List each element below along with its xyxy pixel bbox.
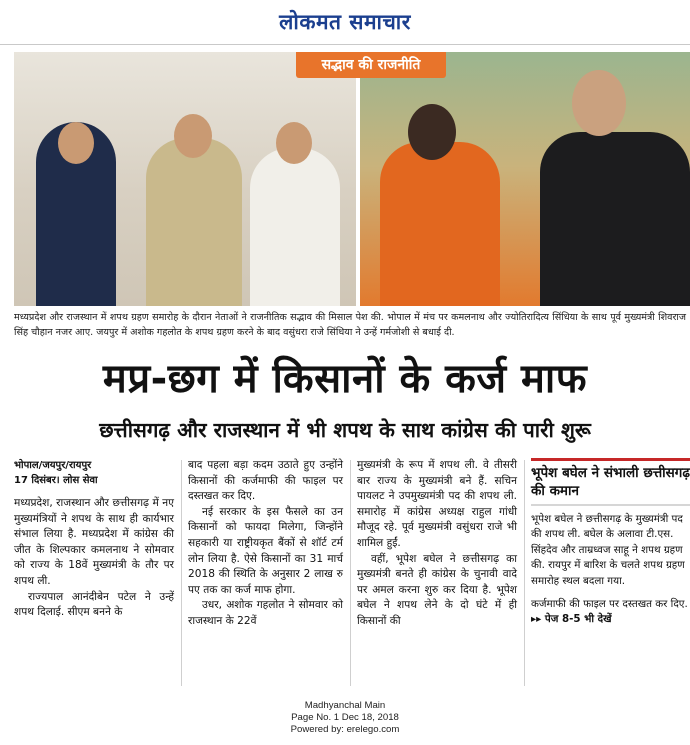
continuation-line: कर्जमाफी की फाइल पर दस्तखत कर दिए. — [531, 598, 688, 611]
article-column-3 — [357, 458, 517, 630]
paragraph: मुख्यमंत्री के रूप में शपथ ली. वे तीसरी बार राज्य के मुख्यमंत्री बने हैं. सचिन पायलट ने उपमुख्यमंत्री पद की शपथ ली. समारोह में कांग्रेस अध्यक्ष राहुल गांधी मौजूद रहे. पूर्व मुख्यमंत्री वसुंधरा राजे भी शामिल हुईं. — [357, 459, 517, 549]
photo-tag: सद्भाव की राजनीति — [296, 52, 446, 78]
column-divider — [181, 460, 182, 686]
paragraph: वहीं, भूपेश बघेल ने छत्तीसगढ़ का मुख्यमंत्री बनते ही कांग्रेस के चुनावी वादे पर अमल करना शुरु कर दिया है. भूपेश बघेल ने शपथ लेने के दो घंटे में ही किसानों की — [357, 552, 517, 627]
bhopal-ceremony-photo — [14, 52, 356, 306]
masthead — [0, 0, 690, 45]
photo-collage — [14, 52, 690, 306]
page-jump-link[interactable]: ▸▸ पेज 8-5 भी देखें — [531, 613, 612, 626]
page-footer — [0, 700, 690, 736]
newspaper-logo[interactable]: लोकमत समाचार — [279, 10, 411, 34]
paragraph: राज्यपाल आनंदीबेन पटेल ने उन्हें शपथ दिलाई. सीएम बनने के — [14, 590, 174, 619]
jaipur-ceremony-photo — [360, 52, 690, 306]
edition-name: Madhyanchal Main — [304, 700, 386, 711]
sidebox-title[interactable]: भूपेश बघेल ने संभाली छत्तीसगढ़ की कमान — [531, 458, 690, 506]
article-column-4 — [531, 458, 690, 628]
continuation-text — [531, 597, 690, 628]
sub-headline: छत्तीसगढ़ और राजस्थान में भी शपथ के साथ कांग्रेस की पारी शुरू — [99, 418, 591, 442]
dateline-place: भोपाल/जयपुर/रायपुर — [14, 460, 92, 471]
article-column-1 — [14, 458, 174, 621]
paragraph: मध्यप्रदेश, राजस्थान और छत्तीसगढ़ में नए मुख्यमंत्रियों ने शपथ के साथ ही कार्यभार संभाल लिया है. मध्यप्रदेश में कांग्रेस की जीत के शिल्पकार कमलनाथ ने सोमवार को राज्य के 18वें मुख्यमंत्री के तौर पर शपथ ली. — [14, 497, 174, 587]
powered-by[interactable]: Powered by: erelego.com — [290, 724, 400, 735]
photo-caption: मध्यप्रदेश और राजस्थान में शपथ ग्रहण समारोह के दौरान नेताओं ने राजनीतिक सद्भाव की मिसाल पेश की. भोपाल में मंच पर कमलनाथ और ज्योतिरादित्य सिंधिया के साथ पूर्व मुख्यमंत्री शिवराज सिंह चौहान नजर आए. जयपुर में अशोक गहलोत के शपथ ग्रहण करने के बाद वसुंधरा राजे सिंधिया ने उन्हें गर्मजोशी से बधाई दी. — [14, 312, 686, 338]
column-divider — [350, 460, 351, 686]
main-headline[interactable]: मप्र-छग में किसानों के कर्ज माफ — [102, 356, 588, 402]
paragraph: बाद पहला बड़ा कदम उठाते हुए उन्होंने किसानों की कर्जमाफी की फाइल पर दस्तखत कर दिए. — [188, 459, 343, 503]
paragraph: नई सरकार के इस फैसले का उन किसानों को फायदा मिलेगा, जिन्होंने सहकारी या राष्ट्रीयकृत बैंकों से शॉर्ट टर्म लोन लिया है. ऐसे किसानों का 31 मार्च 2018 की स्थिति के अनुसार 2 लाख रु पए तक का कर्ज माफ होगा. — [188, 505, 343, 596]
article-column-2 — [188, 458, 343, 630]
paragraph: उधर, अशोक गहलोत ने सोमवार को राजस्थान के 22वें — [188, 599, 343, 627]
page-info: Page No. 1 Dec 18, 2018 — [291, 712, 399, 723]
dateline-date: 17 दिसंबर। लोस सेवा — [14, 475, 98, 486]
column-divider — [524, 460, 525, 686]
sidebox-body: भूपेश बघेल ने छत्तीसगढ़ के मुख्यमंत्री पद की शपथ ली. बघेल के अलावा टी.एस. सिंहदेव और ताम्रध्वज साहू ने शपथ ग्रहण की. रायपुर में बारिश के चलते शपथ ग्रहण समारोह स्थल बदला गया. — [531, 513, 685, 587]
